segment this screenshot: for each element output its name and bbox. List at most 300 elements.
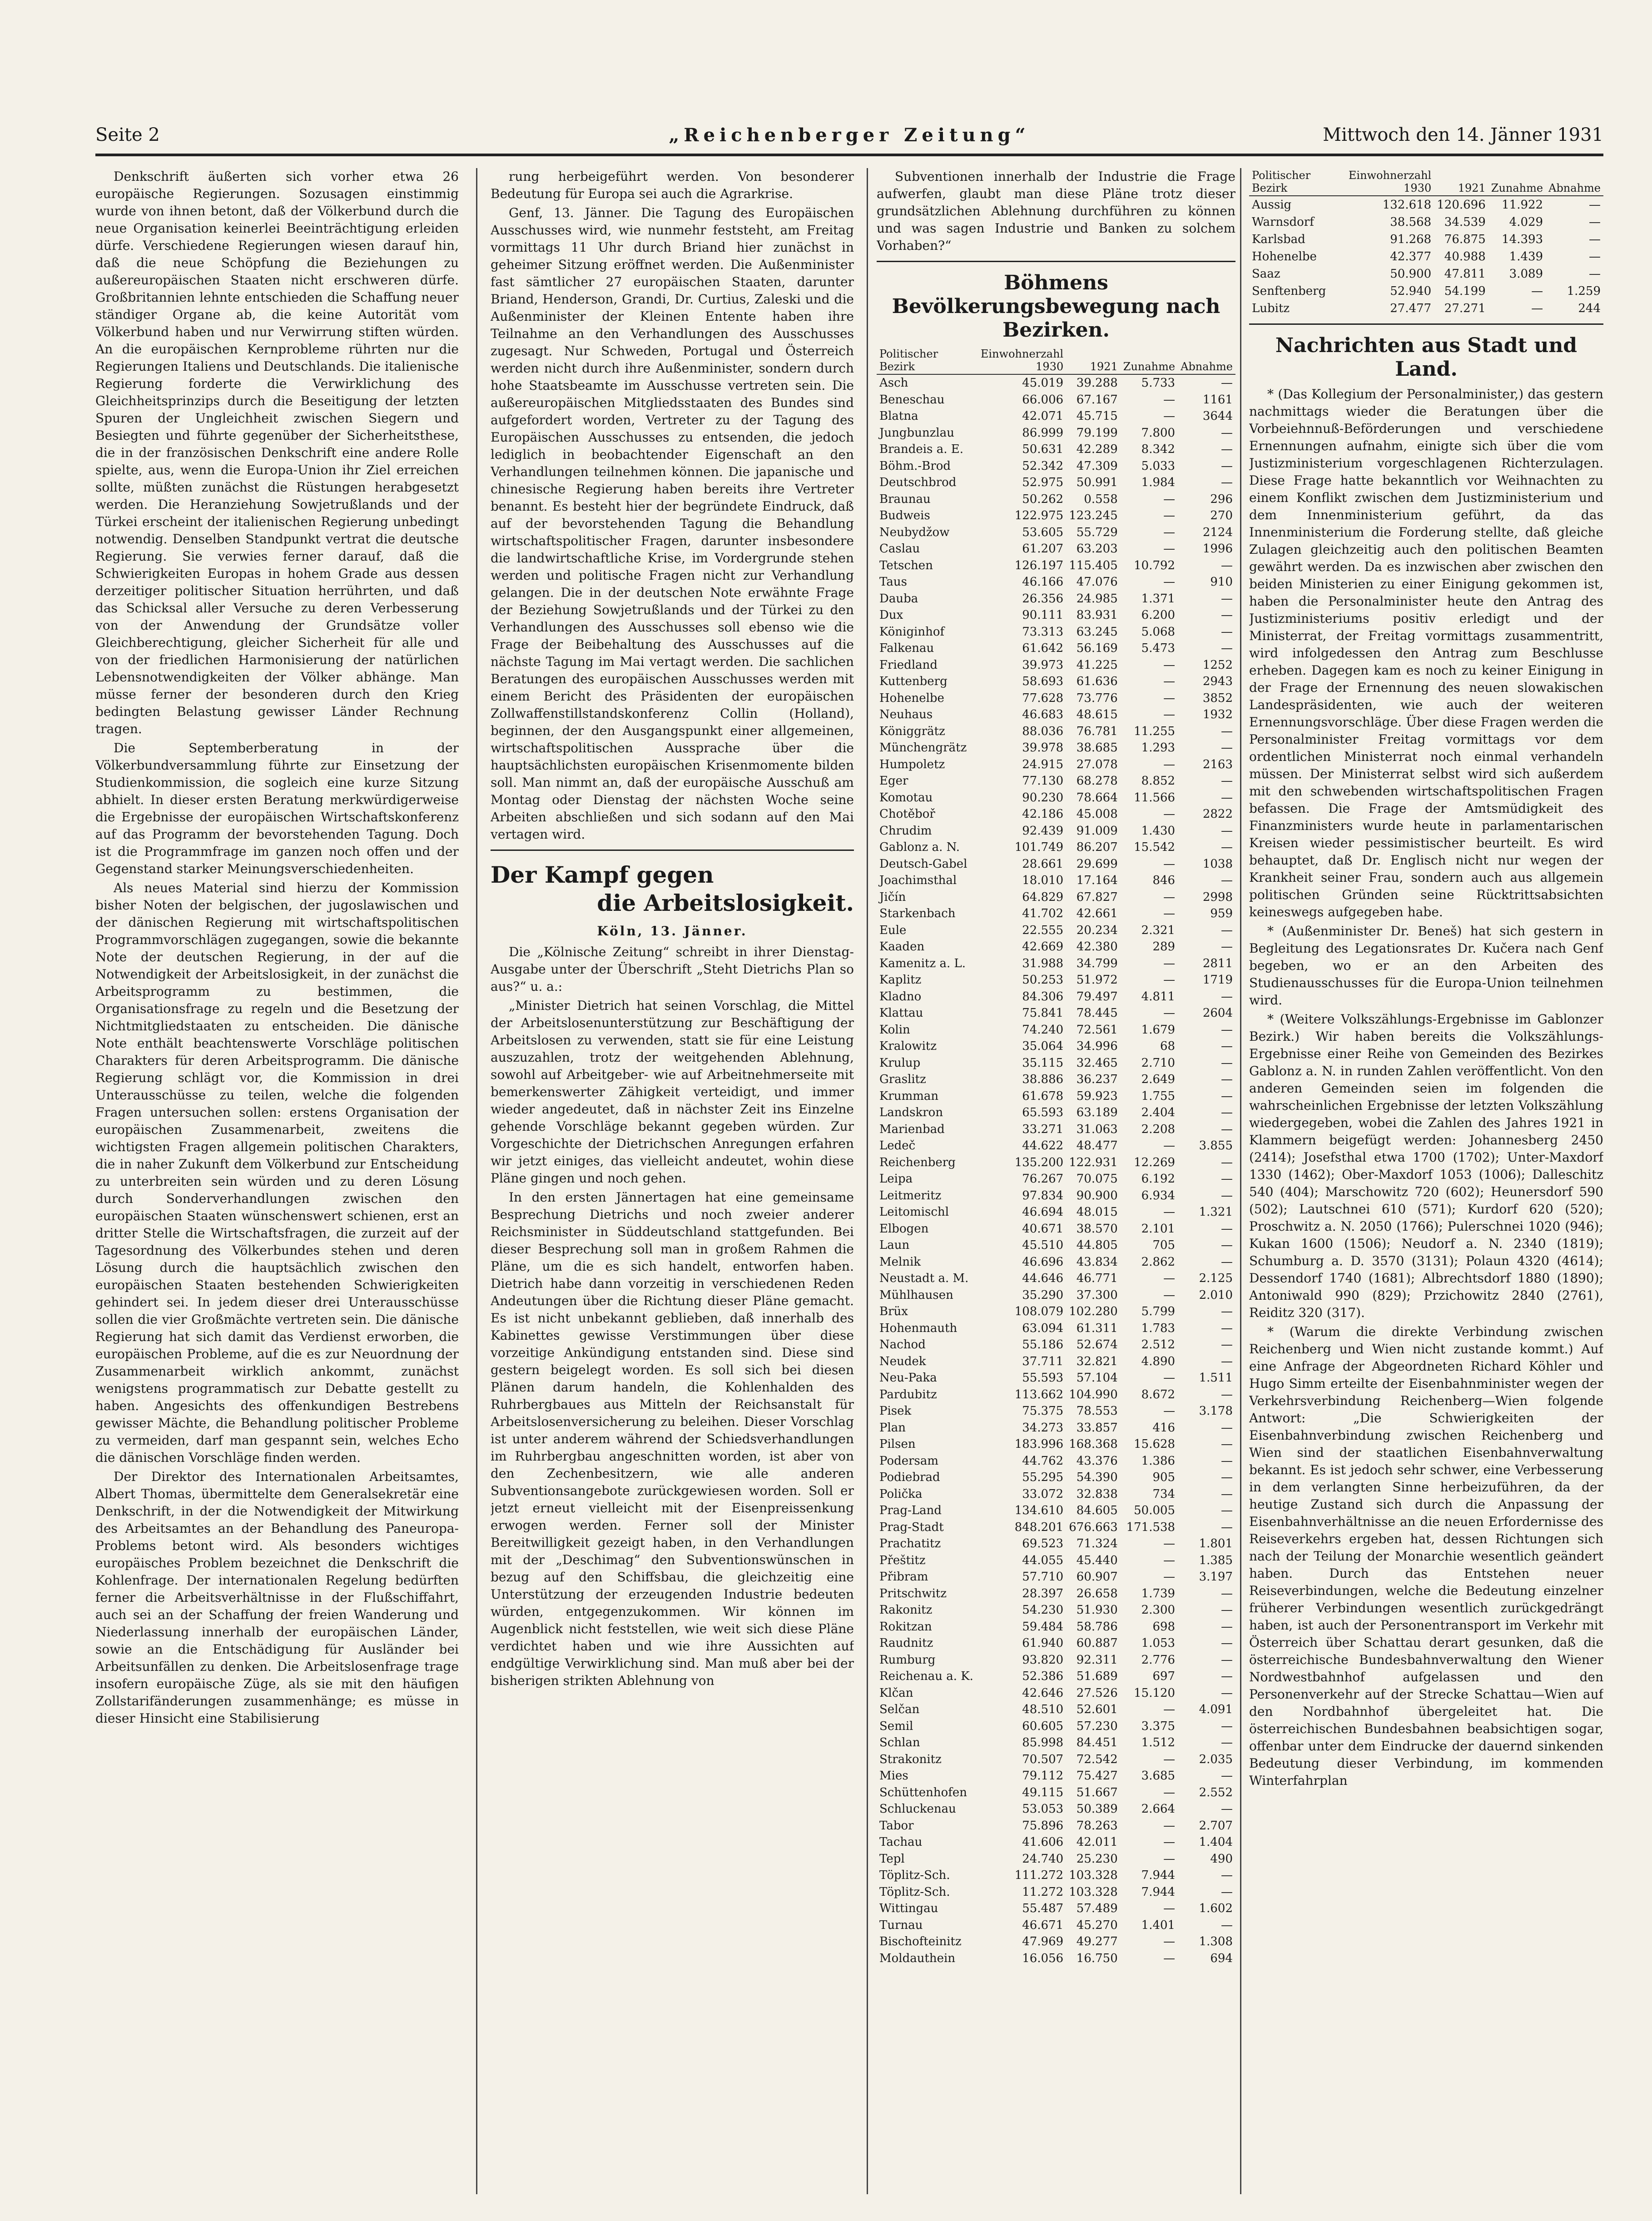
value-cell: 63.189 <box>1076 1106 1118 1119</box>
column-divider <box>476 168 477 2194</box>
value-cell: 848.201 <box>1014 1520 1064 1534</box>
table-row <box>877 1022 1235 1038</box>
value-cell: — <box>1221 774 1233 788</box>
table-row <box>877 1818 1235 1834</box>
value-cell: — <box>1221 1222 1233 1236</box>
district-cell: Laun <box>879 1238 910 1252</box>
value-cell: 79.497 <box>1076 989 1118 1004</box>
value-cell: 76.267 <box>1022 1172 1064 1186</box>
value-cell: 5.799 <box>1141 1305 1176 1318</box>
district-cell: Neu-Paka <box>879 1371 937 1385</box>
value-cell: — <box>1163 907 1176 920</box>
value-cell: 46.671 <box>1022 1918 1064 1932</box>
table-row <box>877 1453 1235 1470</box>
district-cell: Podiebrad <box>879 1471 940 1484</box>
table-row <box>877 1502 1235 1519</box>
value-cell: 92.311 <box>1076 1653 1118 1667</box>
value-cell: 57.104 <box>1076 1371 1118 1385</box>
value-cell: 27.526 <box>1076 1686 1118 1700</box>
value-cell: — <box>1589 215 1601 229</box>
table-row <box>877 889 1235 906</box>
value-cell: 5.473 <box>1141 641 1176 655</box>
table-row <box>877 408 1235 425</box>
value-cell: 1996 <box>1202 542 1233 556</box>
district-cell: Brandeis a. E. <box>879 442 964 456</box>
value-cell: 8.342 <box>1141 442 1176 456</box>
newspaper-title: „Reichenberger Zeitung“ <box>669 124 1030 146</box>
value-cell: — <box>1221 1636 1233 1650</box>
value-cell: — <box>1221 426 1233 440</box>
value-cell: 44.762 <box>1022 1454 1064 1468</box>
value-cell: 73.776 <box>1076 691 1118 705</box>
value-cell: 4.091 <box>1199 1703 1233 1716</box>
value-cell: 734 <box>1152 1487 1176 1501</box>
heading-line-2: die Arbeitslosigkeit. <box>597 889 854 916</box>
table-row <box>877 1569 1235 1585</box>
district-cell: Rokitzan <box>879 1620 932 1634</box>
value-cell: 28.397 <box>1022 1586 1064 1600</box>
district-cell: Kaaden <box>879 940 925 954</box>
value-cell: 48.615 <box>1076 708 1118 721</box>
value-cell: 3.089 <box>1509 267 1543 281</box>
table-row <box>877 839 1235 856</box>
value-cell: 3.178 <box>1199 1404 1233 1418</box>
table-row <box>877 1469 1235 1486</box>
column-2 <box>491 168 854 2199</box>
value-cell: 61.636 <box>1076 675 1118 688</box>
value-cell: 67.167 <box>1076 393 1118 407</box>
district-cell: Prachatitz <box>879 1537 941 1550</box>
value-cell: — <box>1531 284 1543 298</box>
value-cell: — <box>1163 757 1176 771</box>
value-cell: 40.988 <box>1444 250 1486 263</box>
value-cell: 270 <box>1210 509 1233 522</box>
value-cell: 75.841 <box>1022 1006 1064 1020</box>
value-cell: 27.078 <box>1076 757 1118 771</box>
table-row <box>877 1204 1235 1221</box>
value-cell: — <box>1221 840 1233 854</box>
table-row <box>877 1303 1235 1320</box>
value-cell: 50.991 <box>1076 476 1118 489</box>
value-cell: 75.375 <box>1022 1404 1064 1418</box>
value-cell: 48.510 <box>1022 1703 1064 1716</box>
value-cell: — <box>1221 1172 1233 1186</box>
value-cell: 68.278 <box>1076 774 1118 788</box>
article-paragraph: Die Septemberberatung in der Völkerbundversammlung führte zur Einsetzung der Studienkommission, die sogleich eine kurze Sitzung abhielt. In dieser ersten Beratung merkwürdigerweise die Ergebnisse der europäischen Wirtschaftskonferenz auf das Programm der bevorstehenden Tagung. Doch ist die Programmfrage im ganzen noch offen und der Gegenstand starker Meinungsverschiedenheiten. <box>95 740 459 876</box>
section-heading: Nachrichten aus Stadt und Land. <box>1275 334 1578 381</box>
table-row <box>877 806 1235 823</box>
table-row <box>877 939 1235 955</box>
district-cell: Chrudim <box>879 824 932 838</box>
value-cell: — <box>1163 409 1176 423</box>
district-cell: Kamenitz a. L. <box>879 956 966 970</box>
value-cell: 1.512 <box>1141 1736 1176 1749</box>
table-row <box>877 392 1235 408</box>
value-cell: 1252 <box>1202 658 1233 672</box>
value-cell: — <box>1221 1354 1233 1368</box>
district-cell: Braunau <box>879 492 931 506</box>
news-item: * (Warum die direkte Verbindung zwischen Reichenberg und Wien nicht zustande kommt.) Auf eine Anfrage der Abgeordneten Richard Köhler und Hugo Simm erteilte der Eisenbahnminister wegen der Verkehrsverbindung Reichenberg—Wien folgende Antwort: „Die Schwierigkeiten der Eisenbahnverbindung zwischen Reichenberg und Wien sind der staatlichen Eisenbahnverwaltung bekannt. Es ist jedoch sehr schwer, eine Verbesserung in dem verlangten Sinne herbeizuführen, da der heutige Zustand sich durch die Anpassung der Eisenbahnverhältnisse an die neuen Erfordernisse des Reiseverkehrs ergeben hat, dessen Richtungen sich nach der Teilung der Monarchie wesentlich geändert haben. Durch das Entstehen neuer Reiseverbindungen, welche die Bedeutung einzelner früherer Verbindungen wesentlich zurückgedrängt haben, ist auch der Personentransport im Verkehr mit Österreich über Schattau derart gesunken, daß die österreichische Bundesbahnverwaltung den Wiener Nordwestbahnhof aufgelassen und den Personenverkehr auf der Strecke Schattau—Wien auf den Nordbahnhof übergeleitet hat. Die österreichischen Bundesbahnen beabsichtigen sogar, offenbar unter dem Eindrucke der dauernd sinkenden Bedeutung dieser Verbindung, im kommenden Winterfahrplan <box>1249 1324 1603 1788</box>
district-cell: Humpoletz <box>879 757 945 771</box>
value-cell: 2.862 <box>1141 1255 1176 1269</box>
value-cell: 47.076 <box>1076 575 1118 589</box>
value-cell: 20.234 <box>1076 923 1118 937</box>
value-cell: 61.207 <box>1022 542 1064 556</box>
table-heading: Böhmens Bevölkerungsbewegung nach Bezirken. <box>892 271 1220 342</box>
population-table-continued <box>1249 168 1603 317</box>
table-row <box>877 1851 1235 1868</box>
value-cell: 53.605 <box>1022 525 1064 539</box>
value-cell: 70.507 <box>1022 1752 1064 1766</box>
value-cell: 35.115 <box>1022 1056 1064 1070</box>
value-cell: — <box>1221 442 1233 456</box>
value-cell: 65.593 <box>1022 1106 1064 1119</box>
value-cell: 1.401 <box>1141 1918 1176 1932</box>
value-cell: — <box>1221 1471 1233 1484</box>
table-row <box>877 723 1235 740</box>
table-row <box>877 989 1235 1005</box>
value-cell: — <box>1221 1868 1233 1882</box>
section-separator <box>1249 323 1603 325</box>
article-paragraph: Die „Kölnische Zeitung“ schreibt in ihrer Dienstag-Ausgabe unter der Überschrift „Steht Dietrichs Plan so aus?“ u. a.: <box>491 944 854 994</box>
article-paragraph: rung herbeigeführt werden. Von besonderer Bedeutung für Europa sei auch die Agrarkrise. <box>491 169 854 201</box>
value-cell: 64.829 <box>1022 890 1064 904</box>
district-cell: Tepl <box>879 1852 905 1866</box>
column-header: Einwohnerzahl 1930 <box>1336 168 1434 196</box>
value-cell: — <box>1163 1006 1176 1020</box>
value-cell: — <box>1221 1686 1233 1700</box>
value-cell: — <box>1221 1653 1233 1667</box>
district-cell: Reichenberg <box>879 1155 956 1169</box>
value-cell: 11.272 <box>1022 1885 1064 1899</box>
value-cell: — <box>1163 1570 1176 1584</box>
value-cell: 2.035 <box>1199 1752 1233 1766</box>
table-row <box>877 524 1235 541</box>
value-cell: — <box>1221 608 1233 622</box>
dateline: Köln, 13. Jänner. <box>597 924 748 939</box>
value-cell: 1.053 <box>1141 1636 1176 1650</box>
table-row <box>877 1237 1235 1254</box>
table-row <box>877 1635 1235 1652</box>
value-cell: 6.934 <box>1141 1188 1176 1202</box>
district-cell: Dauba <box>879 591 918 606</box>
value-cell: 51.689 <box>1076 1669 1118 1683</box>
value-cell: 24.915 <box>1022 757 1064 771</box>
value-cell: 79.112 <box>1022 1769 1064 1783</box>
value-cell: 52.674 <box>1076 1338 1118 1351</box>
value-cell: 61.678 <box>1022 1089 1064 1103</box>
value-cell: 1.739 <box>1141 1586 1176 1600</box>
district-cell: Eule <box>879 923 907 937</box>
district-cell: Joachimsthal <box>879 874 957 887</box>
district-cell: Elbogen <box>879 1222 929 1236</box>
value-cell: 52.601 <box>1076 1703 1118 1716</box>
news-item: * (Das Kollegium der Personalminister,) das gestern nachmittags wieder die Beratungen über die Vorbeiehnnuß-Beförderungen und verschiedene Ernennungen aufnahm, einigte sich über die vom Justizministerium vorgeschlagenen Richterzulagen. Diese Frage hatte bekanntlich vor Weihnachten zu einem Konflikt zwischen dem Justizministerium und dem Innenministerium geführt, da das Innenministerium die Forderung stellte, daß gleiche Zulagen gleichzeitig auch den politischen Beamten gewährt werden. Da es inzwischen aber zwischen den beiden Ministerien zu einer Einigung gekommen ist, haben die Personalminister heute den Antrag des Justizministeriums positiv erledigt und der Ministerrat, der Freitag vormittags zusammentritt, wird infolgedessen den Antrag zum Beschlusse erheben. Dagegen kam es noch zu keiner Einigung in der Frage der Ernennung des neuen slowakischen Landespräsidenten, wie auch der weiteren Ernennungsvorschläge. Über diese Fragen werden die Personalminister Freitag vormittags vor dem ordentlichen Ministerrat noch einmal verhandeln müssen. Der Ministerrat selbst wird sich außerdem mit den schwebenden wirtschaftspolitischen Fragen befassen. Die Frage der Amtsmüdigkeit des Finanzministers wurde heute in parlamentarischen Kreisen wieder pessimistischer beurteilt. Es wird behauptet, daß Dr. Englisch nicht nur wegen der Krankheit seiner Frau, sondern auch aus allgemein politischen Gründen seine Rücktrittsabsichten keineswegs aufgegeben habe. <box>1249 387 1603 919</box>
value-cell: 91.009 <box>1076 824 1118 838</box>
value-cell: 5.068 <box>1141 625 1176 639</box>
value-cell: — <box>1163 1785 1176 1799</box>
district-cell: Münchengrätz <box>879 741 967 755</box>
value-cell: 45.715 <box>1076 409 1118 423</box>
district-cell: Melnik <box>879 1255 921 1269</box>
value-cell: 16.750 <box>1076 1951 1118 1965</box>
district-cell: Friedland <box>879 658 938 672</box>
table-row <box>877 1038 1235 1055</box>
value-cell: 72.561 <box>1076 1023 1118 1037</box>
value-cell: — <box>1221 1669 1233 1683</box>
value-cell: 68 <box>1160 1039 1176 1053</box>
value-cell: 123.245 <box>1069 509 1118 522</box>
table-row <box>877 441 1235 458</box>
value-cell: — <box>1221 459 1233 473</box>
value-cell: 46.696 <box>1022 1255 1064 1269</box>
value-cell: 50.262 <box>1022 492 1064 506</box>
value-cell: 77.628 <box>1022 691 1064 705</box>
value-cell: 6.192 <box>1141 1172 1176 1186</box>
table-row <box>1249 196 1603 214</box>
value-cell: 1.439 <box>1509 250 1543 263</box>
value-cell: 74.240 <box>1022 1023 1064 1037</box>
district-cell: Krulup <box>879 1056 921 1070</box>
value-cell: 86.999 <box>1022 426 1064 440</box>
value-cell: — <box>1221 1039 1233 1053</box>
column-header: Einwohnerzahl 1930 <box>976 347 1066 374</box>
table-row <box>877 1768 1235 1784</box>
value-cell: — <box>1163 492 1176 506</box>
value-cell: 37.300 <box>1076 1288 1118 1302</box>
value-cell: — <box>1221 625 1233 639</box>
value-cell: 103.328 <box>1069 1885 1118 1899</box>
district-cell: Aussig <box>1252 198 1292 212</box>
value-cell: 84.605 <box>1076 1504 1118 1517</box>
value-cell: 1932 <box>1202 708 1233 721</box>
value-cell: 10.792 <box>1134 558 1176 572</box>
value-cell: 86.207 <box>1076 840 1118 854</box>
table-row <box>877 1602 1235 1619</box>
district-cell: Deutschbrod <box>879 476 957 489</box>
table-row <box>877 706 1235 723</box>
value-cell: 15.628 <box>1134 1437 1176 1451</box>
district-cell: Hohenmauth <box>879 1321 957 1335</box>
value-cell: — <box>1221 1719 1233 1733</box>
value-cell: — <box>1163 956 1176 970</box>
value-cell: 2.512 <box>1141 1338 1176 1351</box>
value-cell: — <box>1163 1703 1176 1716</box>
value-cell: 2943 <box>1202 675 1233 688</box>
district-cell: Reichenau a. K. <box>879 1669 973 1683</box>
district-cell: Bischofteinitz <box>879 1935 962 1948</box>
value-cell: 2822 <box>1202 807 1233 821</box>
table-row <box>877 507 1235 524</box>
district-cell: Nachod <box>879 1338 926 1351</box>
table-row <box>877 1867 1235 1884</box>
value-cell: 61.642 <box>1022 641 1064 655</box>
value-cell: 697 <box>1152 1669 1176 1683</box>
table-row <box>877 1055 1235 1072</box>
district-cell: Jičín <box>879 890 906 904</box>
value-cell: 42.289 <box>1076 442 1118 456</box>
table-row <box>1249 283 1603 300</box>
value-cell: 56.169 <box>1076 641 1118 655</box>
district-cell: Saaz <box>1252 267 1280 281</box>
value-cell: — <box>1221 1255 1233 1269</box>
value-cell: 36.237 <box>1076 1073 1118 1086</box>
table-row <box>1249 248 1603 265</box>
value-cell: 42.377 <box>1390 250 1432 263</box>
value-cell: 16.056 <box>1022 1951 1064 1965</box>
column-1 <box>95 168 459 2199</box>
value-cell: 1.308 <box>1199 1935 1233 1948</box>
value-cell: 2.710 <box>1141 1056 1176 1070</box>
value-cell: — <box>1163 708 1176 721</box>
value-cell: — <box>1163 1835 1176 1849</box>
district-cell: Klčan <box>879 1686 913 1700</box>
value-cell: 126.197 <box>1014 558 1064 572</box>
value-cell: 7.944 <box>1141 1868 1176 1882</box>
district-cell: Dux <box>879 608 903 622</box>
value-cell: 78.263 <box>1076 1819 1118 1833</box>
table-row <box>877 1254 1235 1271</box>
value-cell: — <box>1163 1139 1176 1153</box>
table-row <box>877 1701 1235 1718</box>
table-row <box>877 458 1235 475</box>
value-cell: — <box>1221 476 1233 489</box>
table-row <box>877 773 1235 790</box>
table-row <box>877 673 1235 690</box>
table-row <box>877 1668 1235 1685</box>
value-cell: 46.771 <box>1076 1272 1118 1285</box>
value-cell: 58.693 <box>1022 675 1064 688</box>
table-row <box>877 657 1235 674</box>
table-row <box>877 1403 1235 1420</box>
article-paragraph: Der Direktor des Internationalen Arbeitsamtes, Albert Thomas, übermittelte dem Generalsekretär eine Denkschrift, in der die Notwendigkeit der Mitwirkung des Arbeitsamtes an der Behandlung des Paneuropa-Problems betont wird. Als besonders wichtiges europäisches Problem bezeichnet die Denkschrift die Kohlenfrage. Der internationalen Regelung bedürften ferner die Arbeitsverhältnisse in der Flußschiffahrt, auch sei an der Schaffung der freien Wanderung und Niederlassung innerhalb der europäischen Länder, sowie an die Entschädigung für Ausländer bei Arbeitsunfällen zu denken. Die Arbeitslosenfrage trage insofern europäische Züge, als sie mit den häufigen Zollstarifänderungen zusammenhänge; es müsse in dieser Hinsicht eine Stabilisierung <box>95 1469 459 1726</box>
district-cell: Gablonz a. N. <box>879 840 960 854</box>
value-cell: — <box>1221 1106 1233 1119</box>
value-cell: 57.489 <box>1076 1902 1118 1915</box>
value-cell: 2.404 <box>1141 1106 1176 1119</box>
value-cell: 46.683 <box>1022 708 1064 721</box>
value-cell: 50.005 <box>1134 1504 1176 1517</box>
table-row <box>877 1320 1235 1337</box>
value-cell: 33.072 <box>1022 1487 1064 1501</box>
value-cell: — <box>1163 1902 1176 1915</box>
column-header: 1921 <box>1434 168 1488 196</box>
value-cell: 676.663 <box>1069 1520 1118 1534</box>
value-cell: 3.855 <box>1199 1139 1233 1153</box>
value-cell: 54.230 <box>1022 1603 1064 1617</box>
value-cell: 32.465 <box>1076 1056 1118 1070</box>
district-cell: Přeštitz <box>879 1553 926 1567</box>
value-cell: — <box>1221 376 1233 390</box>
district-cell: Tachau <box>879 1835 923 1849</box>
value-cell: — <box>1221 824 1233 838</box>
article-paragraph: „Minister Dietrich hat seinen Vorschlag, die Mittel der Arbeitslosenunterstützung zur Beschäftigung der Arbeitslosen zu verwenden, statt sie für eine Leistung auszuzahlen, trotz der weitgehenden Ablehnung, sowohl auf Arbeitgeber- wie auf Arbeitnehmerseite mit bemerkenswerter Zähigkeit verteidigt, und immer wieder angedeutet, daß in nächster Zeit ins Einzelne gehende Vorschläge bekannt gegeben würden. Zur Vorgeschichte der Dietrichschen Anregungen erfahren wir jetzt einiges, das vielleicht andeutet, wohin diese Pläne gingen und noch gehen. <box>491 998 854 1186</box>
value-cell: 120.696 <box>1437 198 1486 212</box>
value-cell: 45.019 <box>1022 376 1064 390</box>
table-row <box>877 640 1235 657</box>
column-divider <box>867 168 868 2194</box>
table-row <box>877 1900 1235 1917</box>
district-cell: Brüx <box>879 1305 908 1318</box>
value-cell: 2604 <box>1202 1006 1233 1020</box>
district-cell: Rumburg <box>879 1653 936 1667</box>
value-cell: 71.324 <box>1076 1537 1118 1550</box>
value-cell: — <box>1221 1387 1233 1401</box>
value-cell: — <box>1163 575 1176 589</box>
value-cell: — <box>1589 233 1601 246</box>
district-cell: Turnau <box>879 1918 923 1932</box>
value-cell: 8.852 <box>1141 774 1176 788</box>
value-cell: 78.664 <box>1076 790 1118 805</box>
district-cell: Wittingau <box>879 1902 938 1915</box>
district-cell: Neustadt a. M. <box>879 1272 969 1285</box>
article-paragraph: In den ersten Jännertagen hat eine gemeinsame Besprechung Dietrichs und noch zweier anderer Reichsminister in Süddeutschland stattgefunden. Bei dieser Besprechung soll man in großem Rahmen die Pläne, um die es sich handelt, entworfen haben. Dietrich habe dann vorzeitig in verschiedenen Reden Andeutungen über die Richtung dieser Pläne gemacht. Es ist nicht unbekannt geblieben, daß innerhalb des Kabinettes gewisse Verstimmungen über diese vorzeitige Ankündigung entstanden sind. Diese sind gestern beigelegt worden. Es soll sich bei diesen Plänen darum handeln, die Kohlenhalden des Ruhrbergbaues aus Mitteln der Reichsanstalt für Arbeitslosenversicherung zu beleihen. Dieser Vorschlag ist unter anderem während der Schiedsverhandlungen im Ruhrbergbau angeschnitten worden, ist aber von den Zechenbesitzern, wie alle anderen Subventionsangebote zurückgewiesen worden. Soll er jetzt erneut vielleicht mit der Eisenpreissenkung erwogen werden. Ferner soll der Minister Bereitwilligkeit gezeigt haben, in den Verhandlungen mit der „Deschimag“ den Subventionswünschen in bezug auf den Schiffsbau, die gleichzeitig eine Unterstützung der erzeugenden Industrie bedeuten würden, entgegenzukommen. Wir können im Augenblick nicht feststellen, wie weit sich diese Pläne verdichtet haben und wie ihre Aussichten auf endgültige Verwirklichung sind. Man muß aber bei der bisherigen strikten Ablehnung von <box>491 1190 854 1688</box>
value-cell: 97.834 <box>1022 1188 1064 1202</box>
value-cell: 17.164 <box>1076 874 1118 887</box>
column-header: Zunahme <box>1488 168 1546 196</box>
table-row <box>877 905 1235 922</box>
table-row <box>877 1486 1235 1503</box>
value-cell: — <box>1163 807 1176 821</box>
column-header: Zunahme <box>1121 347 1178 374</box>
value-cell: 2.300 <box>1141 1603 1176 1617</box>
district-cell: Taus <box>879 575 907 589</box>
value-cell: 416 <box>1152 1421 1176 1435</box>
value-cell: — <box>1221 1188 1233 1202</box>
value-cell: — <box>1221 989 1233 1004</box>
value-cell: 78.445 <box>1076 1006 1118 1020</box>
value-cell: — <box>1221 1023 1233 1037</box>
value-cell: 2124 <box>1202 525 1233 539</box>
value-cell: 59.923 <box>1076 1089 1118 1103</box>
value-cell: 2.010 <box>1199 1288 1233 1302</box>
value-cell: — <box>1531 302 1543 315</box>
table-row <box>877 690 1235 707</box>
table-row <box>877 740 1235 756</box>
value-cell: 90.111 <box>1022 608 1064 622</box>
value-cell: — <box>1221 1620 1233 1634</box>
district-cell: Schluckenau <box>879 1802 956 1816</box>
value-cell: 18.010 <box>1022 874 1064 887</box>
value-cell: — <box>1163 973 1176 987</box>
value-cell: 25.230 <box>1076 1852 1118 1866</box>
value-cell: 63.203 <box>1076 542 1118 556</box>
district-cell: Pilsen <box>879 1437 916 1451</box>
district-cell: Kolin <box>879 1023 910 1037</box>
value-cell: 51.930 <box>1076 1603 1118 1617</box>
table-row <box>1249 265 1603 283</box>
district-cell: Pritschwitz <box>879 1586 947 1600</box>
table-row <box>877 1784 1235 1801</box>
district-cell: Plan <box>879 1421 906 1435</box>
value-cell: 55.593 <box>1022 1371 1064 1385</box>
table-row <box>877 1270 1235 1287</box>
value-cell: 32.838 <box>1076 1487 1118 1501</box>
district-cell: Schüttenhofen <box>879 1785 967 1799</box>
value-cell: 5.733 <box>1141 376 1176 390</box>
value-cell: 3852 <box>1202 691 1233 705</box>
value-cell: 41.606 <box>1022 1835 1064 1849</box>
value-cell: 959 <box>1210 907 1233 920</box>
value-cell: 48.015 <box>1076 1205 1118 1219</box>
value-cell: — <box>1163 1752 1176 1766</box>
table-row <box>877 1287 1235 1304</box>
value-cell: — <box>1163 1951 1176 1965</box>
table-row <box>877 1552 1235 1569</box>
value-cell: 93.820 <box>1022 1653 1064 1667</box>
value-cell: 24.985 <box>1076 591 1118 606</box>
value-cell: — <box>1221 1321 1233 1335</box>
